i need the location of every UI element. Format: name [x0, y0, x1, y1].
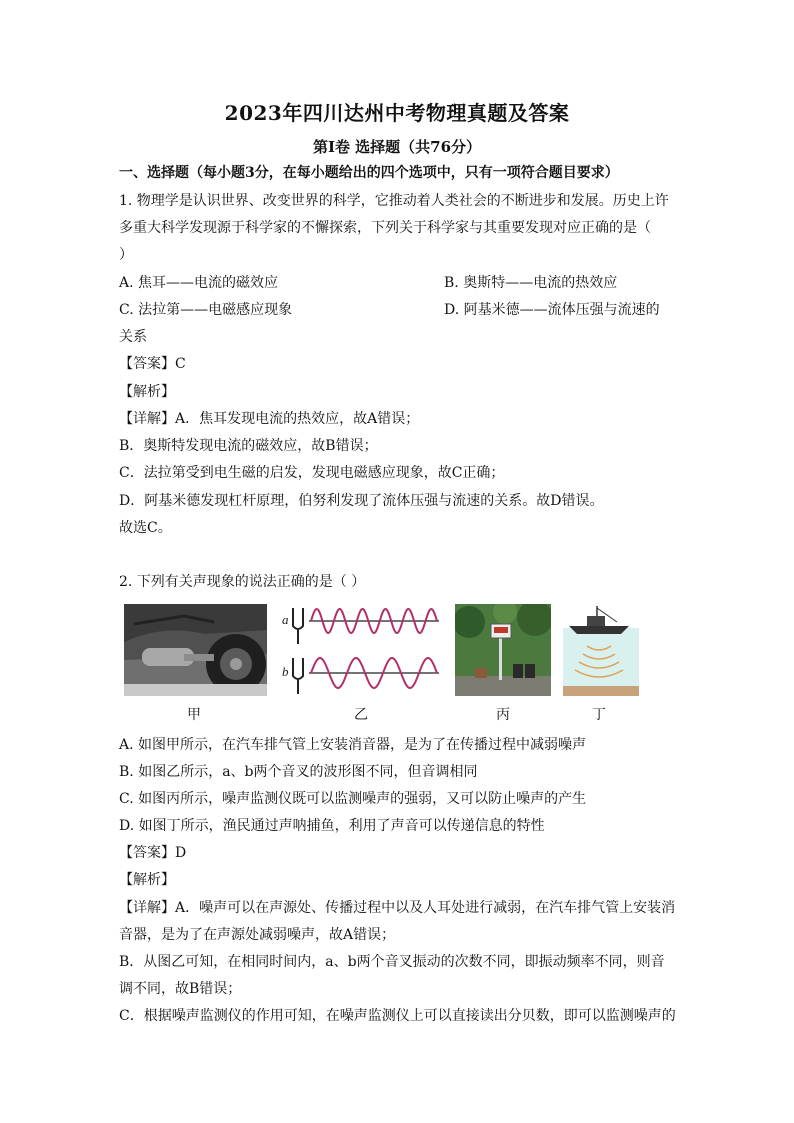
- q2-detail-1b: 音器，是为了在声源处减弱噪声，故A错误；: [119, 927, 396, 943]
- q2-detail-3a: C．根据噪声监测仪的作用可知，在噪声监测仪上可以直接读出分贝数，即可以监测噪声的: [119, 1008, 676, 1024]
- fork-label-a: a: [282, 612, 289, 627]
- caption-ding: 丁: [592, 707, 606, 723]
- q1-stem-line1: 1. 物理学是认识世界、改变世界的科学，它推动着人类社会的不断进步和发展。历史上许: [119, 193, 669, 209]
- fork-label-b: b: [282, 664, 289, 679]
- sonar-fishing-diagram: [563, 604, 639, 696]
- tuning-fork-a-icon: [293, 608, 303, 644]
- q2-detail-2b: 调不同，故B错误；: [119, 981, 242, 997]
- q1-conclusion: 故选C。: [119, 520, 172, 536]
- q2-answer: 【答案】D: [119, 845, 187, 861]
- q2-detail-1a: 【详解】A．噪声可以在声源处、传播过程中以及人耳处进行减弱，在汽车排气管上安装消: [119, 900, 676, 916]
- q2-option-c: C. 如图丙所示，噪声监测仪既可以监测噪声的强弱，又可以防止噪声的产生: [119, 791, 587, 807]
- q1-option-c: C. 法拉第——电磁感应现象: [119, 302, 293, 318]
- q1-option-a: A. 焦耳——电流的磁效应: [119, 275, 279, 291]
- q1-analysis-label: 【解析】: [119, 384, 175, 400]
- noise-monitor-photo: [455, 604, 551, 696]
- car-exhaust-photo: [124, 604, 267, 696]
- q2-figures: [119, 604, 639, 726]
- q1-stem-line3: ）: [119, 247, 133, 263]
- q1-detail-2: B．奥斯特发现电流的磁效应，故B错误；: [119, 438, 378, 454]
- q2-option-d: D. 如图丁所示，渔民通过声呐捕鱼，利用了声音可以传递信息的特性: [119, 818, 545, 834]
- doc-title: 2023年四川达州中考物理真题及答案: [224, 101, 570, 125]
- caption-yi: 乙: [354, 707, 368, 723]
- q2-option-b: B. 如图乙所示，a、b两个音叉的波形图不同，但音调相同: [119, 764, 478, 780]
- q1-answer: 【答案】C: [119, 356, 186, 372]
- q1-option-b: B. 奥斯特——电流的热效应: [444, 275, 618, 291]
- section-heading: 一、选择题（每小题3分，在每小题给出的四个选项中，只有一项符合题目要求）: [119, 165, 619, 181]
- tuning-fork-b-icon: [293, 658, 303, 694]
- q2-detail-2a: B．从图乙可知，在相同时间内，a、b两个音叉振动的次数不同，即振动频率不同，则音: [119, 954, 665, 970]
- q1-stem-line2: 多重大科学发现源于科学家的不懈探索，下列关于科学家与其重要发现对应正确的是（: [119, 220, 651, 236]
- q2-stem: 2. 下列有关声现象的说法正确的是（ ）: [119, 574, 366, 590]
- caption-bing: 丙: [496, 707, 510, 723]
- q1-option-d-line1: D. 阿基米德——流体压强与流速的: [444, 302, 660, 318]
- q2-analysis-label: 【解析】: [119, 872, 175, 888]
- q1-option-d-line2: 关系: [119, 329, 147, 345]
- q1-detail-4: D．阿基米德发现杠杆原理，伯努利发现了流体压强与流速的关系。故D错误。: [119, 493, 604, 509]
- q1-detail-1: 【详解】A．焦耳发现电流的热效应，故A错误；: [119, 411, 420, 427]
- doc-subtitle: 第Ⅰ卷 选择题（共76分）: [312, 138, 482, 156]
- caption-jia: 甲: [187, 707, 201, 723]
- q2-option-a: A. 如图甲所示，在汽车排气管上安装消音器，是为了在传播过程中减弱噪声: [119, 737, 587, 753]
- tuning-fork-waveforms: [279, 604, 444, 696]
- q1-detail-3: C．法拉第受到电生磁的启发，发现电磁感应现象，故C正确；: [119, 465, 505, 481]
